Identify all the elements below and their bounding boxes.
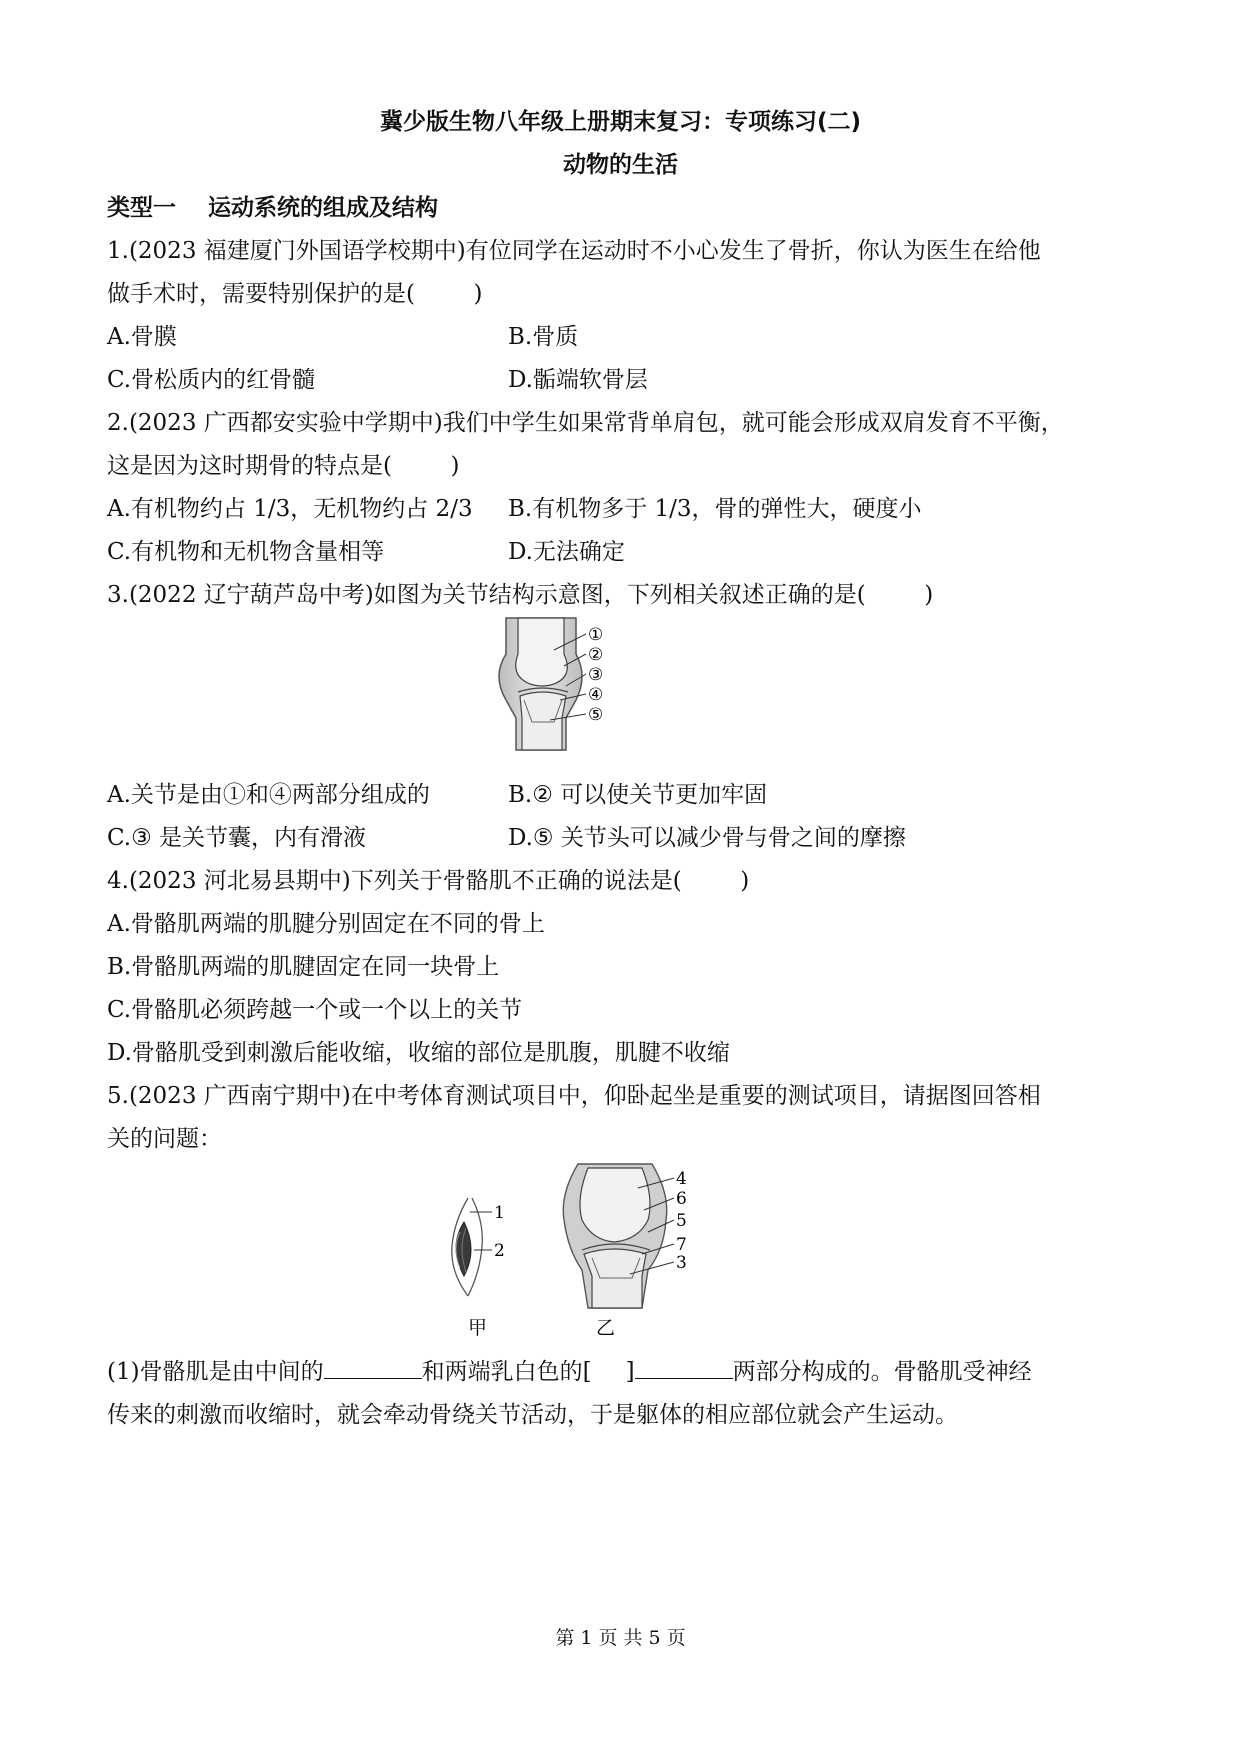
joint-label-5: ⑤ [588,705,604,725]
sub-1-text-a: (1)骨骼肌是由中间的 [107,1359,324,1385]
question-2-option-a: A.有机物约占 1/3，无机物约占 2/3 [107,496,473,522]
question-1-option-b: B.骨质 [508,324,579,350]
question-3-option-b: B.② 可以使关节更加牢固 [508,782,768,808]
joint-yi-label-7: 7 [676,1235,687,1255]
joint-yi-label-6: 6 [676,1189,687,1209]
question-1-option-a: A.骨膜 [107,324,177,350]
joint-figure-yi [552,1158,702,1342]
joint-structure-figure [488,614,618,754]
page-footer: 第 1 页 共 5 页 [555,1627,686,1649]
document-title: 冀少版生物八年级上册期末复习：专项练习(二) [379,109,862,135]
muscle-label-2: 2 [494,1241,505,1261]
question-1-option-c: C.骨松质内的红骨髓 [107,367,316,393]
answer-blank-tendon[interactable] [635,1358,733,1379]
sub-1-text-c: ] [625,1359,635,1385]
joint-label-3: ③ [588,665,604,685]
answer-blank-muscle-belly[interactable] [324,1358,422,1379]
sub-1-text-d: 两部分构成的。骨骼肌受神经 [732,1359,1032,1385]
muscle-figure-jia [438,1192,518,1342]
document-subtitle: 动物的生活 [563,152,678,178]
question-1-line-2: 做手术时，需要特别保护的是( ) [107,281,483,307]
question-4-option-d: D.骨骼肌受到刺激后能收缩，收缩的部位是肌腹，肌腱不收缩 [107,1040,730,1066]
joint-yi-label-4: 4 [676,1169,687,1189]
question-1-option-d: D.骺端软骨层 [508,367,648,393]
question-4-line-1: 4.(2023 河北易县期中)下列关于骨骼肌不正确的说法是( ) [107,868,750,894]
question-5-line-1: 5.(2023 广西南宁期中)在中考体育测试项目中，仰卧起坐是重要的测试项目，请据图回答相 [107,1083,1041,1109]
question-5-sub-1-line-1 [107,1357,1032,1387]
question-3-line-1: 3.(2022 辽宁葫芦岛中考)如图为关节结构示意图，下列相关叙述正确的是( ) [107,582,934,608]
section-heading: 类型一 运动系统的组成及结构 [107,195,439,221]
question-4-option-a: A.骨骼肌两端的肌腱分别固定在不同的骨上 [107,911,545,937]
question-1-line-1: 1.(2023 福建厦门外国语学校期中)有位同学在运动时不小心发生了骨折，你认为医生在给他 [107,238,1041,264]
muscle-label-1: 1 [494,1203,505,1223]
question-5-sub-1-line-2: 传来的刺激而收缩时，就会牵动骨绕关节活动，于是躯体的相应部位就会产生运动。 [107,1402,958,1428]
joint-label-1: ① [588,625,604,645]
figure-caption-yi: 乙 [596,1317,616,1339]
joint-label-4: ④ [588,685,604,705]
question-2-line-1: 2.(2023 广西都安实验中学期中)我们中学生如果常背单肩包，就可能会形成双肩发育不平衡， [107,410,1064,436]
joint-yi-label-3: 3 [676,1253,687,1273]
question-4-option-c: C.骨骼肌必须跨越一个或一个以上的关节 [107,997,523,1023]
question-2-option-c: C.有机物和无机物含量相等 [107,539,385,565]
figure-caption-jia: 甲 [468,1317,488,1339]
question-2-option-d: D.无法确定 [508,539,625,565]
joint-label-2: ② [588,645,604,665]
question-4-option-b: B.骨骼肌两端的肌腱固定在同一块骨上 [107,954,500,980]
question-5-line-2: 关的问题： [107,1126,222,1152]
question-2-line-2: 这是因为这时期骨的特点是( ) [107,453,460,479]
question-2-option-b: B.有机物多于 1/3，骨的弹性大，硬度小 [508,496,922,522]
sub-1-text-b: 和两端乳白色的[ [421,1359,592,1385]
question-3-option-a: A.关节是由①和④两部分组成的 [107,782,430,808]
question-3-option-c: C.③ 是关节囊，内有滑液 [107,825,367,851]
joint-yi-label-5: 5 [676,1211,687,1231]
question-3-option-d: D.⑤ 关节头可以减少骨与骨之间的摩擦 [508,825,906,851]
